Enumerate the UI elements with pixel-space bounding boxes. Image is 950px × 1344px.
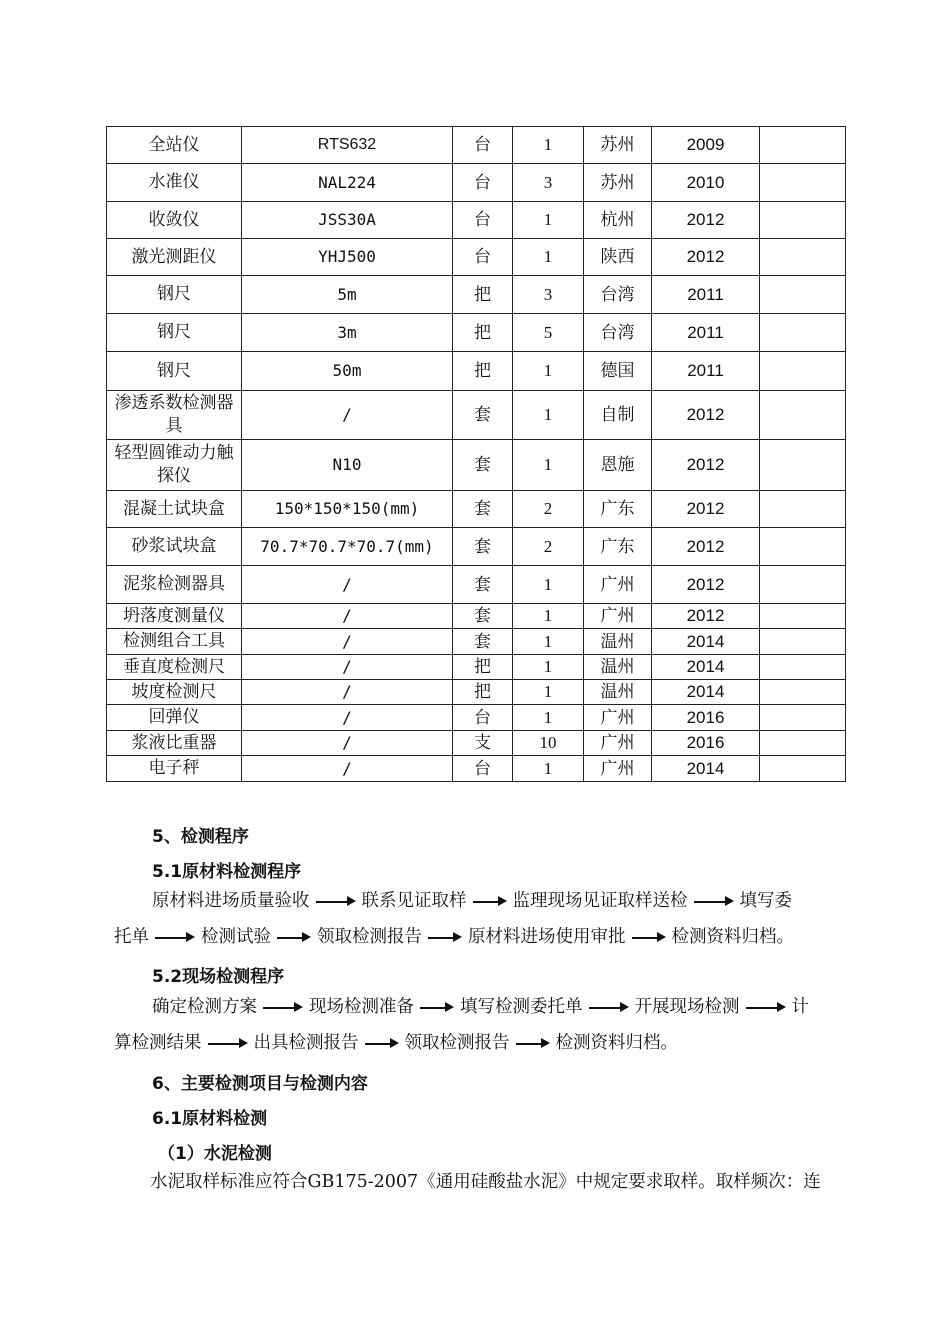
cell-year: 2016 (652, 731, 760, 756)
cell-origin: 自制 (584, 391, 652, 440)
cell-name: 浆液比重器 (107, 731, 242, 756)
cell-name: 电子秤 (107, 756, 242, 782)
cell-qty: 1 (513, 202, 584, 239)
cell-unit: 台 (453, 202, 513, 239)
flow-onsite (114, 989, 844, 1061)
cell-origin: 德国 (584, 352, 652, 391)
cell-note (760, 440, 846, 491)
cell-model: 70.7*70.7*70.7(mm) (242, 528, 453, 566)
arrow-icon (155, 931, 195, 943)
cell-year: 2012 (652, 528, 760, 566)
flow2-step: 算检测结果 (114, 1033, 202, 1053)
cell-name: 激光测距仪 (107, 239, 242, 276)
table-row (107, 276, 846, 314)
cell-year: 2011 (652, 314, 760, 352)
cell-name: 坡度检测尺 (107, 680, 242, 705)
cell-model: / (242, 655, 453, 680)
cell-name: 泥浆检测器具 (107, 566, 242, 604)
cell-qty: 1 (513, 680, 584, 705)
cell-origin: 温州 (584, 655, 652, 680)
cell-unit: 支 (453, 731, 513, 756)
cell-unit: 套 (453, 391, 513, 440)
cell-qty: 1 (513, 391, 584, 440)
flow-raw-material (114, 883, 844, 955)
flow1-step: 监理现场见证取样送检 (512, 891, 688, 911)
cell-qty: 1 (513, 604, 584, 629)
table-row (107, 731, 846, 756)
cell-model: / (242, 604, 453, 629)
cell-origin: 广州 (584, 604, 652, 629)
cell-model: / (242, 566, 453, 604)
cell-model: 3m (242, 314, 453, 352)
cell-origin: 台湾 (584, 276, 652, 314)
cell-unit: 台 (453, 756, 513, 782)
cell-unit: 台 (453, 164, 513, 202)
cell-model: / (242, 391, 453, 440)
equipment-table-body (107, 127, 846, 782)
flow2-step: 填写检测委托单 (460, 997, 583, 1017)
cell-qty: 2 (513, 491, 584, 528)
table-row (107, 440, 846, 491)
cell-note (760, 604, 846, 629)
cell-year: 2014 (652, 756, 760, 782)
arrow-icon (694, 895, 734, 907)
cell-year: 2012 (652, 239, 760, 276)
section-5-2-heading: 5.2现场检测程序 (152, 967, 285, 987)
flow1-step: 检测试验 (201, 927, 271, 947)
cell-origin: 陕西 (584, 239, 652, 276)
table-row (107, 629, 846, 655)
cell-note (760, 391, 846, 440)
cell-year: 2012 (652, 202, 760, 239)
arrow-icon (473, 895, 507, 907)
cell-year: 2014 (652, 629, 760, 655)
cell-origin: 广州 (584, 566, 652, 604)
cell-unit: 把 (453, 352, 513, 391)
arrow-icon (746, 1001, 786, 1013)
cell-model: 50m (242, 352, 453, 391)
cell-name: 砂浆试块盒 (107, 528, 242, 566)
section-6-1-heading: 6.1原材料检测 (152, 1109, 268, 1129)
cell-note (760, 314, 846, 352)
cell-unit: 套 (453, 491, 513, 528)
cell-name: 钢尺 (107, 314, 242, 352)
cell-origin: 苏州 (584, 127, 652, 164)
cell-qty: 1 (513, 440, 584, 491)
cell-name: 收敛仪 (107, 202, 242, 239)
cell-model: NAL224 (242, 164, 453, 202)
cell-unit: 把 (453, 680, 513, 705)
cell-year: 2014 (652, 655, 760, 680)
arrow-icon (263, 1001, 303, 1013)
flow2-step: 出具检测报告 (253, 1033, 359, 1053)
section-5-1-heading: 5.1原材料检测程序 (152, 862, 302, 882)
cell-name: 钢尺 (107, 352, 242, 391)
cell-year: 2009 (652, 127, 760, 164)
cell-qty: 1 (513, 705, 584, 731)
cell-note (760, 239, 846, 276)
cell-origin: 广东 (584, 491, 652, 528)
table-row (107, 705, 846, 731)
equipment-table (106, 126, 846, 782)
cell-unit: 把 (453, 276, 513, 314)
cell-origin: 台湾 (584, 314, 652, 352)
cell-model: YHJ500 (242, 239, 453, 276)
cell-qty: 2 (513, 528, 584, 566)
cell-name: 渗透系数检测器具 (107, 391, 242, 440)
table-row (107, 164, 846, 202)
cell-note (760, 164, 846, 202)
cell-qty: 3 (513, 276, 584, 314)
cell-origin: 广州 (584, 756, 652, 782)
cell-unit: 套 (453, 629, 513, 655)
cell-origin: 广东 (584, 528, 652, 566)
flow2-step: 计 (791, 997, 809, 1017)
table-row (107, 202, 846, 239)
table-row (107, 566, 846, 604)
cell-unit: 套 (453, 528, 513, 566)
cell-note (760, 127, 846, 164)
flow2-step: 开展现场检测 (634, 997, 740, 1017)
cell-model: / (242, 680, 453, 705)
cell-qty: 1 (513, 655, 584, 680)
table-row (107, 239, 846, 276)
cell-note (760, 629, 846, 655)
cell-model: JSS30A (242, 202, 453, 239)
cell-year: 2012 (652, 440, 760, 491)
cell-name: 钢尺 (107, 276, 242, 314)
cell-note (760, 528, 846, 566)
cell-unit: 把 (453, 314, 513, 352)
table-row (107, 604, 846, 629)
cell-unit: 套 (453, 604, 513, 629)
cell-unit: 把 (453, 655, 513, 680)
table-row (107, 528, 846, 566)
cell-year: 2011 (652, 352, 760, 391)
cell-unit: 套 (453, 566, 513, 604)
cell-year: 2011 (652, 276, 760, 314)
table-row (107, 314, 846, 352)
cell-name: 坍落度测量仪 (107, 604, 242, 629)
cell-year: 2016 (652, 705, 760, 731)
table-row (107, 655, 846, 680)
cell-year: 2012 (652, 491, 760, 528)
cell-model: / (242, 705, 453, 731)
cell-model: 5m (242, 276, 453, 314)
cell-qty: 3 (513, 164, 584, 202)
cell-origin: 杭州 (584, 202, 652, 239)
table-row (107, 491, 846, 528)
cell-name: 全站仪 (107, 127, 242, 164)
section-5-heading: 5、检测程序 (152, 827, 249, 847)
cell-unit: 台 (453, 127, 513, 164)
cell-year: 2012 (652, 391, 760, 440)
cell-origin: 广州 (584, 705, 652, 731)
section-6-heading: 6、主要检测项目与检测内容 (152, 1074, 368, 1094)
cell-year: 2014 (652, 680, 760, 705)
arrow-icon (589, 1001, 629, 1013)
arrow-icon (208, 1037, 248, 1049)
cell-model: / (242, 756, 453, 782)
flow1-step: 原材料进场质量验收 (152, 891, 310, 911)
flow1-step: 检测资料归档。 (671, 927, 794, 947)
flow2-step: 领取检测报告 (404, 1033, 510, 1053)
cell-unit: 套 (453, 440, 513, 491)
cell-note (760, 566, 846, 604)
flow1-step: 联系见证取样 (361, 891, 467, 911)
cell-name: 回弹仪 (107, 705, 242, 731)
cell-name: 水准仪 (107, 164, 242, 202)
cell-note (760, 680, 846, 705)
cell-note (760, 655, 846, 680)
cell-note (760, 756, 846, 782)
cell-year: 2010 (652, 164, 760, 202)
arrow-icon (420, 1001, 454, 1013)
cell-model: / (242, 629, 453, 655)
cell-note (760, 202, 846, 239)
cell-model: 150*150*150(mm) (242, 491, 453, 528)
cell-model: N10 (242, 440, 453, 491)
flow2-step: 现场检测准备 (309, 997, 414, 1017)
cell-unit: 台 (453, 705, 513, 731)
table-row (107, 127, 846, 164)
cell-name: 垂直度检测尺 (107, 655, 242, 680)
flow2-step: 检测资料归档。 (555, 1033, 678, 1053)
cell-name: 轻型圆锥动力触探仪 (107, 440, 242, 491)
arrow-icon (277, 931, 311, 943)
cell-qty: 1 (513, 352, 584, 391)
arrow-icon (316, 895, 356, 907)
table-row (107, 680, 846, 705)
cell-qty: 1 (513, 629, 584, 655)
cell-qty: 5 (513, 314, 584, 352)
cell-origin: 苏州 (584, 164, 652, 202)
cell-qty: 1 (513, 127, 584, 164)
cell-origin: 温州 (584, 629, 652, 655)
flow1-step: 原材料进场使用审批 (468, 927, 626, 947)
flow1-step: 填写委 (739, 891, 792, 911)
cell-qty: 1 (513, 756, 584, 782)
flow2-step: 确定检测方案 (152, 997, 257, 1017)
cell-note (760, 705, 846, 731)
cell-name: 检测组合工具 (107, 629, 242, 655)
flow1-step: 托单 (114, 927, 149, 947)
table-row (107, 756, 846, 782)
cell-year: 2012 (652, 566, 760, 604)
cell-name: 混凝土试块盒 (107, 491, 242, 528)
cell-note (760, 276, 846, 314)
cell-note (760, 491, 846, 528)
cell-model: RTS632 (242, 127, 453, 164)
cell-note (760, 352, 846, 391)
arrow-icon (632, 931, 666, 943)
cell-year: 2012 (652, 604, 760, 629)
cell-qty: 1 (513, 239, 584, 276)
cell-model: / (242, 731, 453, 756)
section-cement-heading: （1）水泥检测 (158, 1144, 272, 1164)
flow1-step: 领取检测报告 (317, 927, 422, 947)
cell-qty: 10 (513, 731, 584, 756)
cement-paragraph: 水泥取样标准应符合GB175-2007《通用硅酸盐水泥》中规定要求取样。取样频次：连 (150, 1172, 821, 1192)
table-row (107, 391, 846, 440)
cell-origin: 广州 (584, 731, 652, 756)
cell-note (760, 731, 846, 756)
cell-qty: 1 (513, 566, 584, 604)
table-row (107, 352, 846, 391)
arrow-icon (365, 1037, 399, 1049)
cell-unit: 台 (453, 239, 513, 276)
arrow-icon (516, 1037, 550, 1049)
cell-origin: 恩施 (584, 440, 652, 491)
arrow-icon (428, 931, 462, 943)
cell-origin: 温州 (584, 680, 652, 705)
